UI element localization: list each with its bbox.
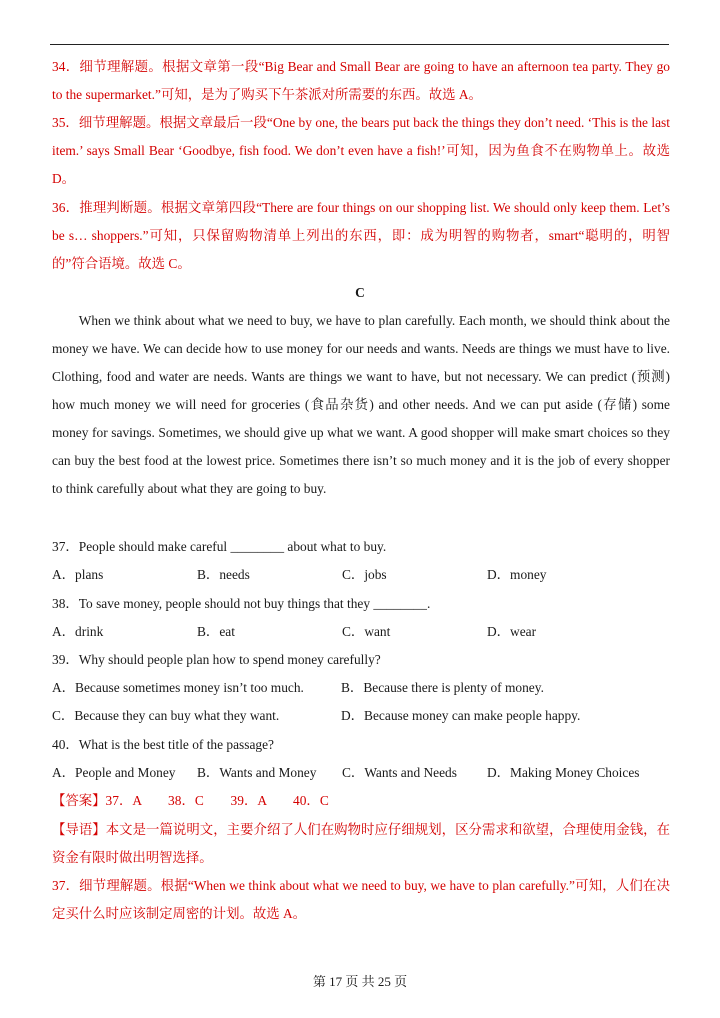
question-37-stem: 37．People should make careful ________ about what to buy. xyxy=(52,539,387,554)
option-d[interactable]: D．wear xyxy=(487,624,537,639)
question-37-options xyxy=(52,561,672,589)
question-38-options xyxy=(52,618,672,646)
section-title: C xyxy=(355,285,365,300)
explanation-37: 37．细节理解题。根据“When we think about what we need to buy, we have to plan carefully.”可知，人们在决定买什么时应该制定周密的计划。故选 A。 xyxy=(52,878,670,921)
option-a[interactable]: A．drink xyxy=(52,624,104,639)
explanation-35: 35．细节理解题。根据文章最后一段“One by one, the bears put back the things they don’t need. ‘This is the last item.’ says Small Bear ‘Goodbye, fish food. We don’t even have a fish!’可知，因为鱼食不在购物单上。故选 D。 xyxy=(52,115,670,186)
option-a[interactable]: A．People and Money xyxy=(52,765,176,780)
option-b[interactable]: B．eat xyxy=(197,624,235,639)
question-40-stem: 40．What is the best title of the passage? xyxy=(52,737,274,752)
question-39-stem: 39．Why should people plan how to spend money carefully? xyxy=(52,652,381,667)
option-c[interactable]: C．Because they can buy what they want. xyxy=(52,708,280,723)
question-39-options-row1 xyxy=(52,674,672,702)
option-d[interactable]: D．money xyxy=(487,567,547,582)
page-footer: 第 17 页 共 25 页 xyxy=(312,974,408,989)
explanation-36: 36．推理判断题。根据文章第四段“There are four things on our shopping list. We should only keep them. Let’s be s… shoppers.”可知，只保留购物清单上列出的东西，即：成为明智的购物者，smart“聪明的，明智的”符合语境。故选 C。 xyxy=(52,200,670,271)
option-a[interactable]: A．plans xyxy=(52,567,104,582)
option-c[interactable]: C．jobs xyxy=(342,567,387,582)
option-b[interactable]: B．needs xyxy=(197,567,250,582)
option-d[interactable]: D．Because money can make people happy. xyxy=(341,708,581,723)
option-d[interactable]: D．Making Money Choices xyxy=(487,765,640,780)
option-a[interactable]: A．Because sometimes money isn’t too much. xyxy=(52,680,304,695)
option-c[interactable]: C．Wants and Needs xyxy=(342,765,457,780)
option-b[interactable]: B．Because there is plenty of money. xyxy=(341,680,544,695)
question-38-stem: 38．To save money, people should not buy things that they ________. xyxy=(52,596,431,611)
explanation-34: 34．细节理解题。根据文章第一段“Big Bear and Small Bear are going to have an afternoon tea party. They go to the supermarket.”可知，是为了购买下午茶派对所需要的东西。故选 A。 xyxy=(52,59,670,102)
option-c[interactable]: C．want xyxy=(342,624,391,639)
option-b[interactable]: B．Wants and Money xyxy=(197,765,317,780)
header-rule xyxy=(50,44,669,45)
reading-passage: When we think about what we need to buy, we have to plan carefully. Each month, we should think about the money we have. We can decide how to use money for our needs and wants. Needs are things we must have to live. Clothing, food and water are needs. Wants are things we want to have, but not necessary. We can predict (预测) how much money we will need for groceries (食品杂货) and other needs. And we can put aside (存储) some money for savings. Sometimes, we should give up what we want. A good shopper will make smart choices so they can buy the best food at the lowest price. Sometimes there isn’t so much money and it is the job of every shopper to think carefully about what they are going to buy. xyxy=(52,313,670,496)
guide-summary: 【导语】本文是一篇说明文，主要介绍了人们在购物时应仔细规划，区分需求和欲望，合理使用金钱，在资金有限时做出明智选择。 xyxy=(52,822,670,865)
question-39-options-row2 xyxy=(52,702,672,730)
question-40-options xyxy=(52,759,672,787)
answer-key: 【答案】37．A 38．C 39．A 40．C xyxy=(52,793,329,808)
